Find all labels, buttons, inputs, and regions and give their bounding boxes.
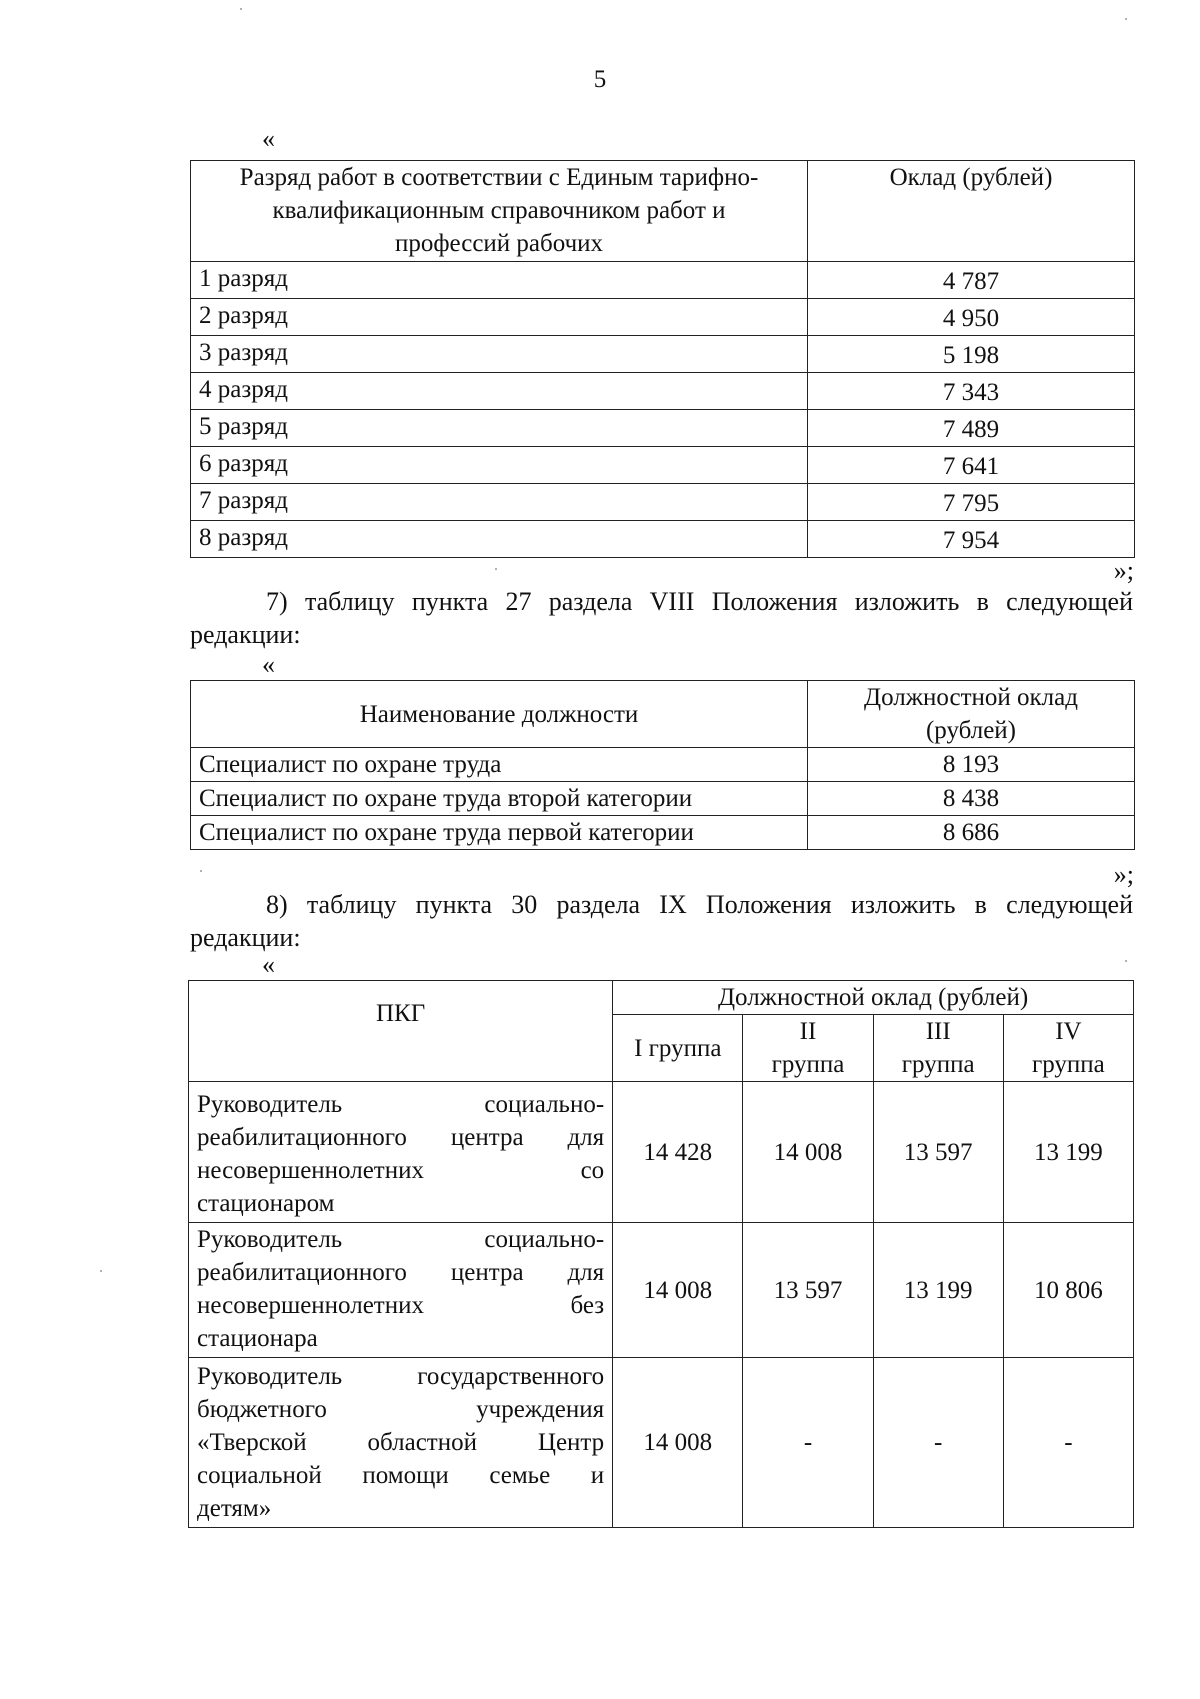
- paragraph-8: [190, 888, 1133, 954]
- open-quote-1: «: [262, 124, 275, 153]
- grade-salary-table: [190, 160, 1135, 558]
- salary-cell: 4 950: [808, 299, 1135, 336]
- table-row: [189, 1082, 1134, 1223]
- group-4-numeral: IV: [1055, 1018, 1082, 1045]
- group-3-value: 13 597: [873, 1082, 1003, 1223]
- pkg-name-line: детям»: [197, 1495, 272, 1522]
- salary-cell: 5 198: [808, 336, 1135, 373]
- open-quote-3: «: [262, 950, 275, 979]
- table-row: [189, 1223, 1134, 1358]
- grade-cell: 2 разряд: [191, 299, 808, 336]
- table-row: [191, 262, 1135, 299]
- pkg-name-line: несовершеннолетних без: [197, 1292, 605, 1319]
- grade-cell: 5 разряд: [191, 410, 808, 447]
- group-4-value: 10 806: [1003, 1223, 1133, 1358]
- pkg-salary-table: [188, 980, 1134, 1528]
- salary-cell: 8 686: [808, 816, 1135, 850]
- group-3-label: группа: [901, 1051, 975, 1078]
- header-salary-line: Должностной оклад: [864, 684, 1078, 711]
- group-4-label: группа: [1032, 1051, 1105, 1078]
- table-row: [191, 410, 1135, 447]
- grade-cell: 1 разряд: [191, 262, 808, 299]
- pkg-name-line: реабилитационного центра для: [197, 1124, 605, 1151]
- pkg-name-line: стационара: [197, 1325, 318, 1352]
- table-row: [191, 373, 1135, 410]
- paragraph-7-line1: 7) таблицу пункта 27 раздела VIII Положения изложить в следующей: [266, 587, 1133, 616]
- grade-cell: 7 разряд: [191, 484, 808, 521]
- table-row: [191, 336, 1135, 373]
- grade-cell: 6 разряд: [191, 447, 808, 484]
- group-4-header: [1003, 1015, 1133, 1082]
- open-quote-2: «: [262, 650, 275, 679]
- group-4-value: 13 199: [1003, 1082, 1133, 1223]
- salary-cell: 7 954: [808, 521, 1135, 558]
- table-row: [191, 447, 1135, 484]
- pkg-name-cell: [189, 1082, 613, 1223]
- header-salary-cell: Оклад (рублей): [808, 161, 1135, 262]
- header-salary-line: (рублей): [925, 717, 1017, 744]
- group-2-value: -: [743, 1358, 873, 1528]
- salary-cell: 7 489: [808, 410, 1135, 447]
- page-number: 5: [593, 66, 607, 93]
- group-3-value: -: [873, 1358, 1003, 1528]
- pkg-name-line: «Тверской областной Центр: [197, 1429, 605, 1456]
- scan-speck: [100, 1270, 102, 1272]
- paragraph-7-line2: редакции:: [190, 620, 301, 649]
- salary-cell: 8 193: [808, 748, 1135, 782]
- group-3-value: 13 199: [873, 1223, 1003, 1358]
- pkg-name-line: Руководитель государственного: [197, 1363, 605, 1390]
- scan-speck: [1125, 18, 1127, 20]
- position-salary-table: [190, 680, 1135, 850]
- header-pkg-cell: ПКГ: [189, 981, 613, 1082]
- pkg-name-cell: [189, 1223, 613, 1358]
- position-cell: Специалист по охране труда второй категории: [191, 782, 808, 816]
- group-1-value: 14 008: [613, 1358, 743, 1528]
- grade-cell: 8 разряд: [191, 521, 808, 558]
- paragraph-8-line2: редакции:: [190, 923, 301, 952]
- group-1-value: 14 008: [613, 1223, 743, 1358]
- salary-cell: 8 438: [808, 782, 1135, 816]
- header-salary-cell: Должностной оклад (рублей): [613, 981, 1134, 1015]
- scan-speck: [200, 870, 202, 872]
- grade-cell: 4 разряд: [191, 373, 808, 410]
- pkg-name-line: Руководитель социально-: [197, 1091, 605, 1118]
- header-position-cell: Наименование должности: [191, 681, 808, 748]
- salary-cell: 7 343: [808, 373, 1135, 410]
- group-2-value: 14 008: [743, 1082, 873, 1223]
- table-row: [191, 782, 1135, 816]
- header-grade-line: профессий рабочих: [394, 230, 604, 257]
- pkg-name-line: бюджетного учреждения: [197, 1396, 605, 1423]
- group-1-value: 14 428: [613, 1082, 743, 1223]
- group-3-header: [873, 1015, 1003, 1082]
- group-2-label: группа: [771, 1051, 845, 1078]
- header-grade-line: Разряд работ в соответствии с Единым тарифно-: [239, 164, 759, 191]
- position-cell: Специалист по охране труда первой категории: [191, 816, 808, 850]
- close-quote-1: »;: [1113, 556, 1134, 585]
- pkg-name-line: несовершеннолетних со: [197, 1157, 605, 1184]
- table-row: [191, 484, 1135, 521]
- header-grade-line: квалификационным справочником работ и: [272, 197, 726, 224]
- group-4-value: -: [1003, 1358, 1133, 1528]
- group-2-numeral: II: [799, 1018, 817, 1045]
- table-row: [189, 1358, 1134, 1528]
- grade-cell: 3 разряд: [191, 336, 808, 373]
- group-2-header: [743, 1015, 873, 1082]
- close-quote-2: »;: [1113, 860, 1134, 889]
- paragraph-8-line1: 8) таблицу пункта 30 раздела IX Положения изложить в следующей: [266, 890, 1133, 919]
- table-header-row: [191, 161, 1135, 262]
- table-header-row: [189, 981, 1134, 1015]
- pkg-name-cell: [189, 1358, 613, 1528]
- salary-cell: 4 787: [808, 262, 1135, 299]
- pkg-name-line: социальной помощи семье и: [197, 1462, 605, 1489]
- scan-speck: [1125, 960, 1127, 962]
- table-row: [191, 748, 1135, 782]
- header-salary-cell: [808, 681, 1135, 748]
- group-3-numeral: III: [925, 1018, 951, 1045]
- group-1-header: I группа: [613, 1015, 743, 1082]
- header-grade-cell: [191, 161, 808, 262]
- table-row: [191, 816, 1135, 850]
- salary-cell: 7 641: [808, 447, 1135, 484]
- scan-speck: [495, 568, 497, 570]
- pkg-name-line: стационаром: [197, 1190, 335, 1217]
- paragraph-7: [190, 585, 1133, 651]
- pkg-name-line: Руководитель социально-: [197, 1226, 605, 1253]
- scan-speck: [240, 8, 242, 10]
- pkg-name-line: реабилитационного центра для: [197, 1259, 605, 1286]
- table-row: [191, 299, 1135, 336]
- group-2-value: 13 597: [743, 1223, 873, 1358]
- salary-cell: 7 795: [808, 484, 1135, 521]
- table-header-row: [191, 681, 1135, 748]
- table-row: [191, 521, 1135, 558]
- position-cell: Специалист по охране труда: [191, 748, 808, 782]
